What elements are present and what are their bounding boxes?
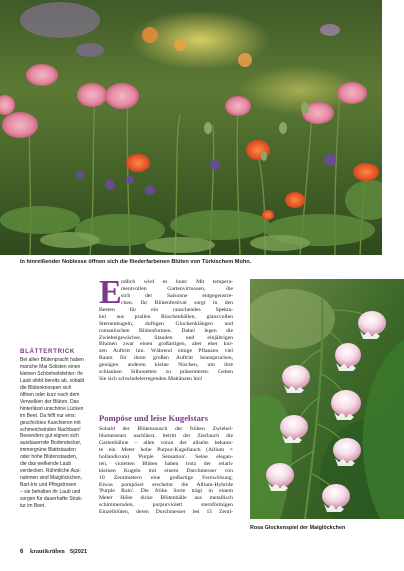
article-line: Meter Höhe dicke Blütenbälle aus metallisch [99, 495, 233, 502]
sidebar-line: Besonders gut eignen sich [20, 433, 79, 440]
article-line: mentvollen Gartenvirtuosen, die [121, 285, 233, 292]
article-line: cken. Ihr Blütenfestival sorgt in den [121, 299, 233, 306]
article-line: kleinen Kugeln mit einem Durchmesser von [99, 467, 233, 474]
lily-of-the-valley-photo [250, 279, 404, 519]
article-line: ten, violetten Blüten haben trotz der relativ [99, 460, 233, 467]
article-intro [99, 274, 233, 383]
article-line: Sternenkugeln, duftigen Glockenklängen und [99, 320, 233, 327]
sidebar-line: kleinen Schönheitsfehler: Ihr [20, 370, 84, 377]
article-line: schimmernden, purpurviolett sternförmigen [99, 502, 233, 509]
sidebar-line: immergrüne Blattstauden [20, 447, 76, 454]
sidebar-line: Laub stirbt bereits ab, sobald [20, 377, 85, 384]
top-photo-caption: In hinreißender Noblesse öffnen sich die fliederfarbenen Blüten von Türkischem Mohn. [20, 259, 252, 265]
article-line: te ein Meter hohe Purpur-Kugellauch (Allium × [99, 446, 233, 453]
sidebar-line: die das welkende Laub [20, 461, 72, 468]
right-photo-caption: Rosa Glockenspiel der Maiglöckchen [250, 525, 346, 531]
article-line: Zwiebelgewächse, Stauden und einjährigen [99, 334, 233, 341]
sidebar-line: Verwelken der Blüten. Das [20, 398, 79, 405]
sidebar-line: tur im Beet. [20, 503, 46, 510]
issue-number: 5|2021 [70, 549, 88, 555]
article-line: 10 Zentimetern eine großartige Fernwirkung. [99, 474, 233, 481]
page-number: 6 [20, 549, 24, 555]
article-line: Einzelblüten, deren Durchmesser bei 15 Zenti- [99, 509, 233, 516]
magazine-name: kraut&rüben [30, 549, 65, 555]
sidebar-line: Bei allen Blütenpracht haben [20, 357, 84, 363]
sidebar-line: im Beet. Da hilft nur eins: [20, 412, 76, 419]
article-line: kel aus prallen Rüschenbällen, glanzvollen [99, 313, 233, 320]
sidebar-line: – sie behalten ihr Laub und [20, 489, 81, 496]
article-line: sich der Saisonne entgegenstre- [121, 292, 233, 299]
poppy-field-photo [0, 0, 382, 255]
sidebar-line: sorgen für dauerhafte Struk- [20, 496, 83, 503]
article-line: Sie sich schwindelerregenden Maitänzen hin! [99, 376, 203, 383]
article-line: Raum für ihren großen Auftritt beanspruchen, [99, 355, 233, 362]
article-line: Beeten für ein rauschendes Spekta- [99, 306, 233, 313]
sidebar-line: oder hohe Blütenstauden, [20, 454, 78, 461]
article-line: blumenstars nachlässt, betritt der Zierlauch die [99, 432, 233, 439]
sidebar-line: ausdauernde Bodendecker, [20, 440, 82, 447]
sidebar-text [20, 357, 98, 510]
sidebar-title: BLÄTTERTRICK [20, 348, 75, 355]
sidebar-line: die Blütenknospen sich [20, 384, 72, 391]
sidebar-line: verdecken. Rühmliche Aus- [20, 468, 81, 475]
sidebar-line: nahmen sind Maiglöckchen, [20, 475, 82, 482]
article-line: 'Purple Rain'. Die frühe Sorte trägt in einem [99, 488, 233, 495]
article-line: schlanken Silhouetten zu präsentieren. Gehen [99, 369, 233, 376]
article-line: romantischen Blütenformen. Dabei legen die [99, 327, 233, 334]
article-line: genügen anderen kleine Nischen, um ihre [99, 362, 233, 369]
article-line: Sobald der Blütenrausch der frühen Zwiebel- [99, 426, 233, 432]
section-heading: Pompöse und leise Kugelstars [99, 413, 209, 423]
sidebar-line: hinterlässt unschöne Lücken [20, 405, 84, 412]
article-line: Etwas pompöser erscheint die Allium-Hybride [99, 481, 233, 488]
sidebar-line: schmeichelnden Nachbarn! [20, 426, 81, 433]
drop-cap: E [99, 274, 122, 311]
article-line: Blumen zwar einen großartigen, aber eher kur- [99, 341, 233, 348]
article-line: ndlich wird es bunt: Mit tempera- [121, 279, 233, 285]
article-line: zen Auftritt hin. Während einige Pflanzen viel [99, 348, 233, 355]
sidebar-line: öffnen oder kurz nach dem [20, 391, 80, 398]
article-section [99, 426, 233, 516]
article-line: hollandicum) 'Purple Sensation'. Seine elegan- [99, 453, 233, 460]
article-line: Gartenbühne – allen voran der allseits bekann- [99, 439, 233, 446]
sidebar-line: geschicktes Kaschieren mit [20, 419, 81, 426]
sidebar-line: Bart-Iris und Pfingstrosen [20, 482, 77, 489]
sidebar-line: manche Mai-Solisten einen [20, 363, 81, 370]
